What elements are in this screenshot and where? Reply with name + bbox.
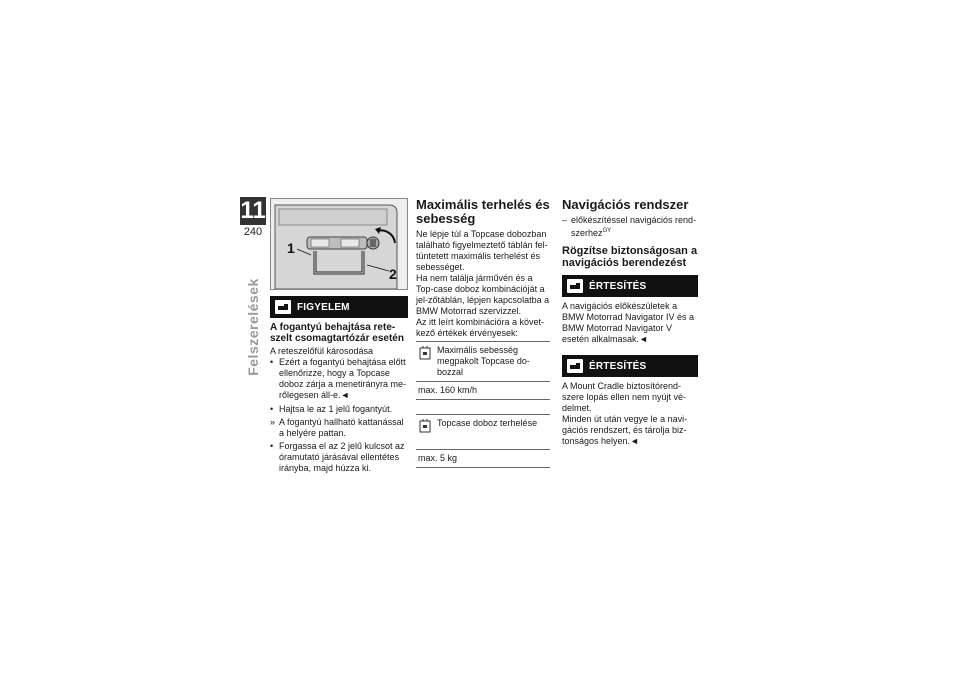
handle-section-heading: A fogantyú behajtása rete-szelt csomagtartózár esetén	[270, 322, 404, 344]
spec-load-label: Topcase doboz terhelése	[437, 418, 538, 428]
callout-2: 2	[389, 266, 397, 282]
page-number: 240	[243, 226, 263, 238]
list-item: » A fogantyú hallható kattanással a helyére pattan.	[270, 417, 404, 438]
secure-device-heading: Rögzítse biztonságosan a navigációs berendezést	[562, 245, 698, 269]
spec-max-speed-value: max. 160 km/h	[418, 385, 478, 395]
load-speed-heading: Maximális terhelés és sebesség	[416, 197, 550, 226]
list-item: • Hajtsa le az 1 jelű fogantyút.	[270, 404, 393, 414]
navigation-options-list	[562, 215, 698, 239]
handle-steps-list	[270, 357, 408, 474]
notice-2-text-1: A Mount Cradle biztosítórend-szere lopás ellen nem nyújt vé-delmet.	[562, 381, 687, 413]
notice-banner-1	[562, 275, 698, 297]
load-speed-para-1: Ne lépje túl a Topcase dobozban található figyelmeztető táblán fel-tüntetett maximális terhelést és sebességet.	[416, 229, 548, 272]
notice-1-text: A navigációs előkészületek a BMW Motorrad Navigator IV és a BMW Motorrad Navigator V esetén alkalmasak.◄	[562, 301, 695, 344]
notice-2-text-2: Minden út után vegye le a navi-gációs rendszert, és tárolja biz-tonságos helyen.◄	[562, 414, 688, 446]
spec-max-speed-label: Maximális sebesség megpakolt Topcase do-bozzal	[437, 345, 530, 377]
topcase-illustration-svg	[271, 199, 407, 289]
spec-load	[416, 414, 550, 468]
equipment-code: GY	[602, 228, 612, 234]
callout-1: 1	[287, 240, 295, 256]
spec-load-value: max. 5 kg	[418, 453, 458, 463]
load-speed-para-3: Az itt leírt kombinációra a követ-kező értékek érvényesek:	[416, 317, 545, 338]
chapter-title-text: Felszerelések	[245, 278, 261, 376]
navigation-heading: Navigációs rendszer	[562, 197, 689, 212]
warning-label: FIGYELEM	[297, 301, 350, 313]
warning-intro: A reteszelőfül károsodása	[270, 346, 374, 356]
list-item: – előkészítéssel navigációs rend-szerhez$^{GY}$	[562, 215, 697, 238]
column-left	[270, 198, 408, 476]
list-item: • Ezért a fogantyú behajtása előtt ellenőrizze, hogy a Topcase doboz zárja a menetirányra me-rőlegesen áll-e.◄	[270, 357, 407, 400]
column-right	[562, 198, 698, 447]
topcase-spec-icon	[418, 418, 432, 434]
notice-label: ÉRTESÍTÉS	[589, 280, 647, 292]
chapter-title-vertical	[240, 278, 266, 376]
column-middle	[416, 198, 550, 468]
notice-banner-2	[562, 355, 698, 377]
chapter-number: 11	[240, 197, 266, 224]
hand-pointer-icon	[275, 300, 291, 314]
warning-banner	[270, 296, 408, 318]
load-speed-para-2: Ha nem találja járművén és a Top-case doboz kombinációját a jel-zőtáblán, lépjen kapcsolatba a BMW Motorrad szervizzel.	[416, 273, 550, 316]
topcase-spec-icon	[418, 345, 432, 361]
hand-pointer-icon	[567, 279, 583, 293]
spec-max-speed	[416, 341, 550, 400]
topcase-handle-illustration	[270, 198, 408, 290]
notice-label: ÉRTESÍTÉS	[589, 360, 647, 372]
hand-pointer-icon	[567, 359, 583, 373]
list-item: • Forgassa el az 2 jelű kulcsot az óramutató járásával ellentétes irányba, majd húzza ki.	[270, 441, 405, 473]
